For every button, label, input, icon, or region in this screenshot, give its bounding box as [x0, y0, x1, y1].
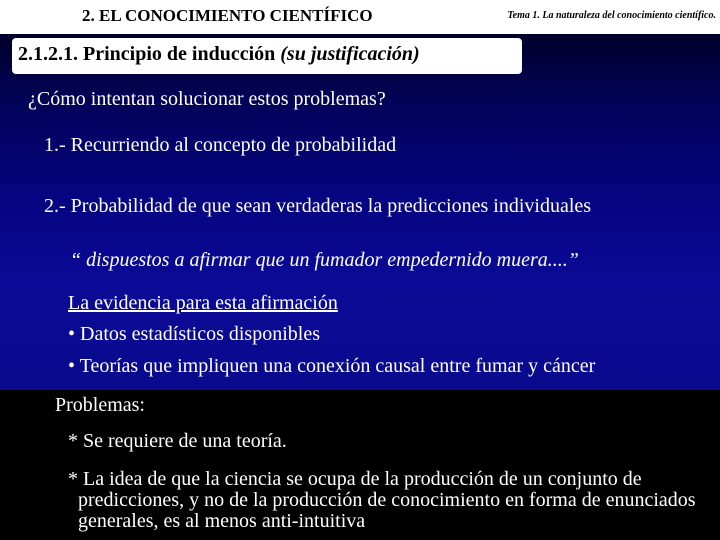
header-subtitle: Tema 1. La naturaleza del conocimiento científico.	[507, 10, 716, 21]
section-qualifier: (su justificación)	[280, 43, 420, 65]
quote-text: “ dispuestos a afirmar que un fumador empedernido muera....”	[70, 249, 579, 271]
problem-item: * Se requiere de una teoría.	[68, 430, 287, 452]
section-number-title: 2.1.2.1. Principio de inducción	[18, 43, 276, 65]
section-title	[18, 43, 420, 66]
evidence-item: • Teorías que impliquen una conexión causal entre fumar y cáncer	[68, 355, 596, 377]
question-text: ¿Cómo intentan solucionar estos problemas?	[28, 88, 386, 110]
section-title-box	[12, 38, 522, 74]
problems-heading: Problemas:	[55, 394, 145, 416]
point-two: 2.- Probabilidad de que sean verdaderas la predicciones individuales	[44, 195, 592, 217]
slide-header	[0, 0, 720, 34]
point-one: 1.- Recurriendo al concepto de probabilidad	[44, 134, 397, 156]
header-title: 2. EL CONOCIMIENTO CIENTÍFICO	[82, 6, 373, 25]
evidence-heading: La evidencia para esta afirmación	[68, 292, 338, 314]
problem-item: * La idea de que la ciencia se ocupa de la producción de un conjunto de predicciones, y no de la producción de conocimiento en forma de enunciados generales, es al menos anti-intuitiva	[68, 468, 696, 532]
evidence-item: • Datos estadísticos disponibles	[68, 323, 320, 345]
